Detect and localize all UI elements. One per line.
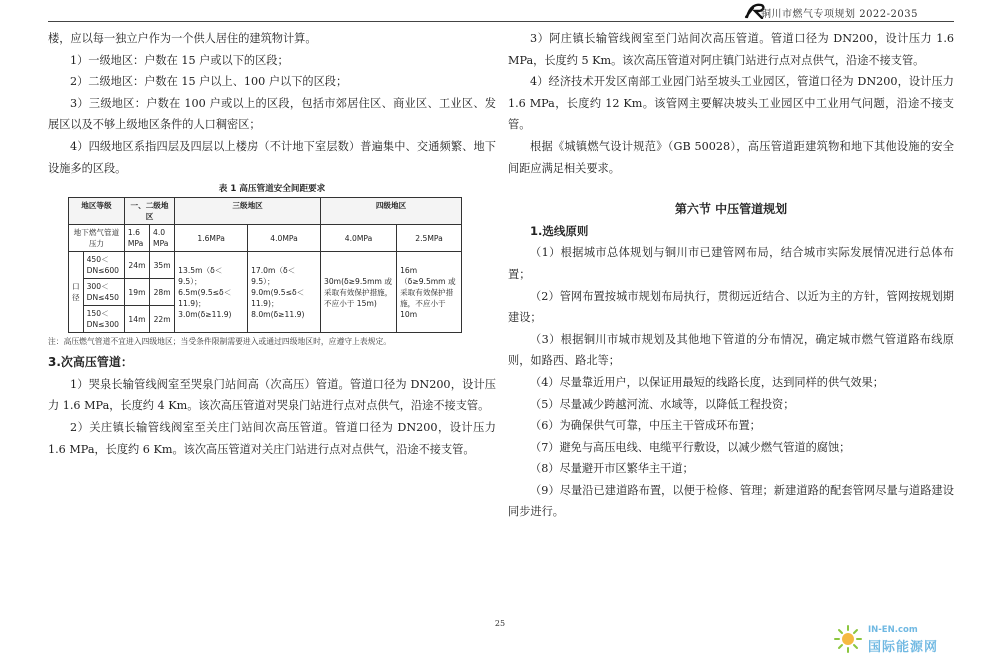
table-cell: 30m(δ≥9.5mm 或采取有效保护措施，不应小于 15m) (321, 252, 397, 333)
table-cell: 17.0m（δ＜9.5）；9.0m(9.5≤δ＜11.9)；8.0m(δ≥11.9) (248, 252, 321, 333)
list-item: （9）尽量沿已建道路布置，以便于检修、管理；新建道路的配套管网尽量与道路建设同步进行。 (508, 483, 954, 519)
table-cell: 16m（δ≥9.5mm 或采取有效保护措施，不应小于 10m (397, 252, 462, 333)
table-row (69, 198, 462, 225)
section-title: 第六节 中压管道规划 (674, 202, 788, 217)
table-cell: 地下燃气管道压力 (69, 225, 125, 252)
paragraph: 4）四级地区系指四层及四层以上楼房（不计地下室层数）普遍集中、交通频繁、地下设施多的区段。 (48, 139, 496, 175)
list-item: （7）避免与高压电线、电缆平行敷设，以减少燃气管道的腐蚀； (530, 440, 851, 454)
watermark-brand: 国际能源网 (868, 640, 939, 655)
page-number: 25 (494, 619, 506, 628)
left-column (48, 28, 496, 460)
paragraph: 1）哭泉长输管线阀室至哭泉门站间高（次高压）管道。管道口径为 DN200，设计压力 1.6 MPa，长度约 4 Km。该次高压管道对哭泉门站进行点对点供气，沿途不接支管。 (48, 377, 496, 413)
watermark (832, 624, 992, 654)
table-row (69, 252, 462, 279)
paragraph: 2）二级地区：户数在 15 户以上、100 户以下的区段； (70, 75, 348, 89)
table-cell: 22m (150, 306, 175, 333)
list-item: （4）尽量靠近用户，以保证用最短的线路长度，达到同样的供气效果； (530, 375, 884, 389)
paragraph: 4）经济技术开发区南部工业园门站至坡头工业园区，管道口径为 DN200，设计压力 1.6 MPa，长度约 12 Km。该管网主要解决坡头工业园区中工业用气问题，沿途不接支管。 (508, 75, 954, 132)
paragraph: 2）关庄镇长输管线阀室至关庄门站间次高压管道。管道口径为 DN200，设计压力 1.6 MPa，长度约 6 Km。该次高压管道对关庄门站进行点对点供气，沿途不接支管。 (48, 420, 496, 456)
table-cell: 150＜DN≤300 (83, 306, 124, 333)
paragraph: 3）三级地区：户数在 100 户或以上的区段，包括市郊居住区、商业区、工业区、发展区以及不够上级地区条件的人口稠密区； (48, 96, 496, 132)
paragraph: 根据《城镇燃气设计规范》（GB 50028），高压管道距建筑物和地下其他设施的安全间距应满足相关要求。 (508, 139, 954, 175)
table-cell: 28m (150, 279, 175, 306)
table-cell: 4.0MPa (248, 225, 321, 252)
table-caption: 表 1 高压管道安全间距要求 (218, 184, 326, 195)
table-header-cell: 四级地区 (321, 198, 462, 225)
sun-logo-icon (832, 624, 864, 654)
list-item: （2）管网布置按城市规划布局执行，贯彻远近结合、以近为主的方针，管网按规划期建设； (508, 289, 954, 325)
list-item: （1）根据城市总体规划与铜川市已建管网布局，结合城市实际发展情况进行总体布置； (508, 246, 954, 281)
page-header (0, 0, 1000, 24)
paragraph: 3）阿庄镇长输管线阀室至门站间次高压管道。管道口径为 DN200，设计压力 1.6 MPa，长度约 5 Km。该次高压管道对阿庄镇门站进行点对点供气，沿途不接支管。 (508, 32, 954, 67)
list-item: （5）尽量减少跨越河流、水域等，以降低工程投资； (530, 397, 795, 411)
list-item: （8）尽量避开市区繁华主干道； (530, 462, 694, 476)
list-item: （3）根据铜川市城市规划及其他地下管道的分布情况，确定城市燃气管道路布线原则，如路西、路北等； (508, 332, 954, 368)
watermark-domain: IN-EN.com (868, 625, 918, 635)
header-title: 铜川市燃气专项规划 2022-2035 (761, 9, 918, 20)
paragraph: 1）一级地区：户数在 15 户或以下的区段； (70, 53, 289, 67)
table-header-cell: 三级地区 (175, 198, 321, 225)
table-cell: 4.0 MPa (150, 225, 175, 252)
table-cell: 4.0MPa (321, 225, 397, 252)
table-cell: 35m (150, 252, 175, 279)
safety-distance-table (68, 197, 462, 333)
table-header-cell: 一、二级地区 (124, 198, 174, 225)
table-header-cell: 地区等级 (69, 198, 125, 225)
right-column (508, 28, 954, 523)
paragraph: 楼，应以每一独立户作为一个供人居住的建筑物计算。 (48, 32, 317, 45)
header-rule (48, 21, 954, 22)
table-cell: 24m (124, 252, 149, 279)
section-heading: 3.次高压管道： (48, 355, 133, 370)
subsection-title: 1.选线原则 (530, 223, 589, 238)
table-cell: 1.6 MPa (124, 225, 149, 252)
table-cell: 300＜DN≤450 (83, 279, 124, 306)
table-cell: 2.5MPa (397, 225, 462, 252)
table-cell: 19m (124, 279, 149, 306)
table-cell: 口径 (69, 252, 84, 333)
table-note: 注：高压燃气管道不宜进入四级地区；当受条件限制需要进入或通过四级地区时，应遵守上表规定。 (48, 337, 392, 347)
table-cell: 1.6MPa (175, 225, 248, 252)
table-row (69, 225, 462, 252)
table-cell: 13.5m（δ＜9.5）；6.5m(9.5≤δ＜11.9)；3.0m(δ≥11.9) (175, 252, 248, 333)
table-cell: 450＜DN≤600 (83, 252, 124, 279)
table-cell: 14m (124, 306, 149, 333)
list-item: （6）为确保供气可靠，中压主干管成环布置； (530, 419, 761, 433)
